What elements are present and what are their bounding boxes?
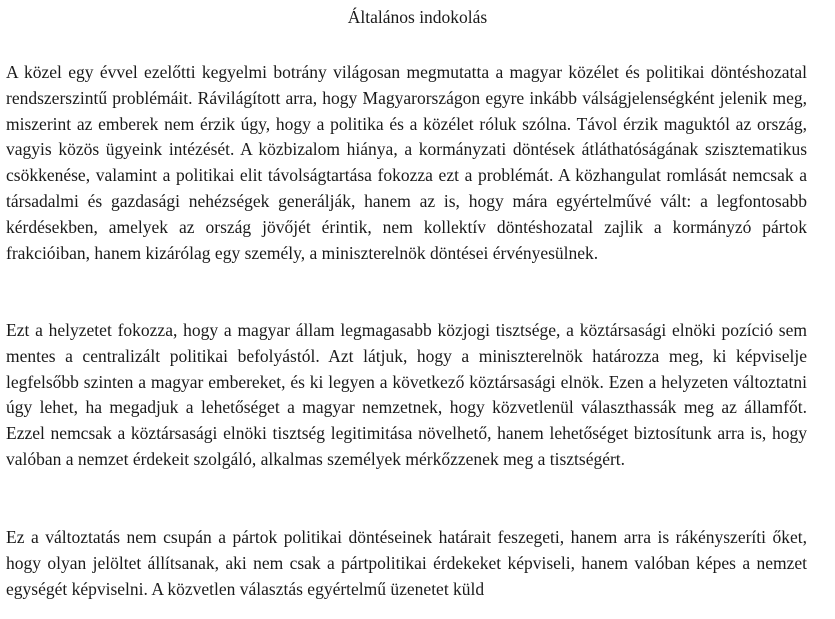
document-title: Általános indokolás [347,7,488,27]
paragraph-1: A közel egy évvel ezelőtti kegyelmi botrány világosan megmutatta a magyar közélet és politikai döntéshozatal rendszerszintű problémáit. Rávilágított arra, hogy Magyarországon egyre inkább válságjelenségként jelenik meg, miszerint az emberek nem érzik úgy, hogy a politika és a közélet róluk szólna. Távol érzik maguktól az ország, vagyis közös ügyeink intézését. A közbizalom hiánya, a kormányzati döntések átláthatóságának szisztematikus csökkenése, valamint a politikai elit távolságtartása fokozza ezt a problémát. A közhangulat romlását nemcsak a társadalmi és gazdasági nehézségek generálják, hanem az is, hogy mára egyértelművé vált: a legfontosabb kérdésekben, amelyek az ország jövőjét érintik, nem kollektív döntéshozatal zajlik a kormányzó pártok frakcióiban, hanem kizárólag egy személy, a miniszterelnök döntései érvényesülnek. [6,62,807,263]
paragraph-3: Ez a változtatás nem csupán a pártok politikai döntéseinek határait feszegeti, hanem arra is rákényszeríti őket, hogy olyan jelöltet állítsanak, aki nem csak a pártpolitikai érdekeket képviseli, hanem valóban képes a nemzet egységét képviselni. A közvetlen választás egyértelmű üzenetet küld [6,527,807,599]
paragraph-2: Ezt a helyzetet fokozza, hogy a magyar állam legmagasabb közjogi tisztsége, a köztársasági elnöki pozíció sem mentes a centralizált politikai befolyástól. Azt látjuk, hogy a miniszterelnök határozza meg, ki képviselje legfelsőbb szinten a magyar embereket, és ki legyen a következő köztársasági elnök. Ezen a helyzeten változtatni úgy lehet, ha megadjuk a lehetőséget a magyar nemzetnek, hogy közvetlenül választhassák meg az államfőt. Ezzel nemcsak a köztársasági elnöki tisztség legitimitása növelhető, hanem lehetőséget biztosítunk arra is, hogy valóban a nemzet érdekeit szolgáló, alkalmas személyek mérkőzzenek meg a tisztségért. [6,320,807,469]
